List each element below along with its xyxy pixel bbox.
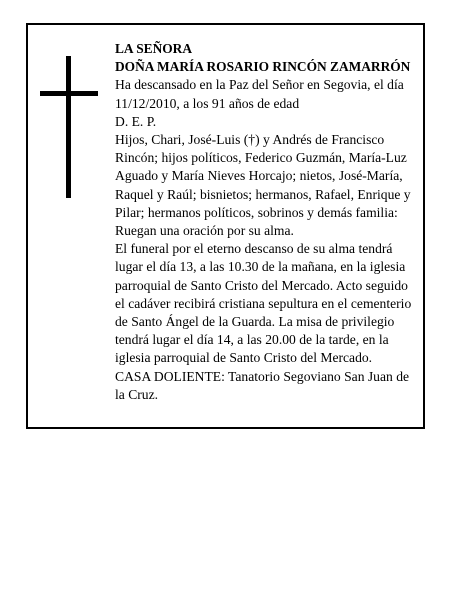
death-info: Ha descansado en la Paz del Señor en Segovia, el día 11/12/2010, a los 91 años de edad (115, 77, 404, 111)
cross-vertical-bar (66, 56, 71, 198)
obituary-text (115, 40, 421, 404)
funeral-home: CASA DOLIENTE: Tanatorio Segoviano San Juan de la Cruz. (115, 368, 410, 402)
funeral-details: El funeral por el eterno descanso de su alma tendrá lugar el día 13, a las 10.30 de la mañana, en la iglesia parroquial de Santo Cristo del Mercado. Acto seguido el cadáver recibirá cristiana sepultura en el cementerio de Santo Ángel de la Guarda. La misa de privilegio tendrá lugar el día 14, a las 20.00 de la tarde, en la iglesia parroquial de Santo Cristo del Mercado. (115, 241, 412, 366)
cross-horizontal-bar (40, 91, 98, 96)
prayer-request: Ruegan una oración por su alma. (115, 223, 294, 239)
obituary-notice (26, 23, 425, 429)
rip-text: D. E. P. (115, 113, 157, 129)
cross-icon (40, 56, 98, 198)
notice-title: LA SEÑORA (115, 41, 193, 56)
deceased-name: DOÑA MARÍA ROSARIO RINCÓN ZAMARRÓN (115, 59, 411, 75)
family-list: Hijos, Chari, José-Luis (†) y Andrés de Francisco Rincón; hijos políticos, Federico Guzmán, María-Luz Aguado y María Nieves Horcajo; nietos, José-María, Raquel y Raúl; bisnietos; hermanos, Rafael, Enrique y Pilar; hermanos políticos, sobrinos y demás familia: (115, 132, 411, 220)
